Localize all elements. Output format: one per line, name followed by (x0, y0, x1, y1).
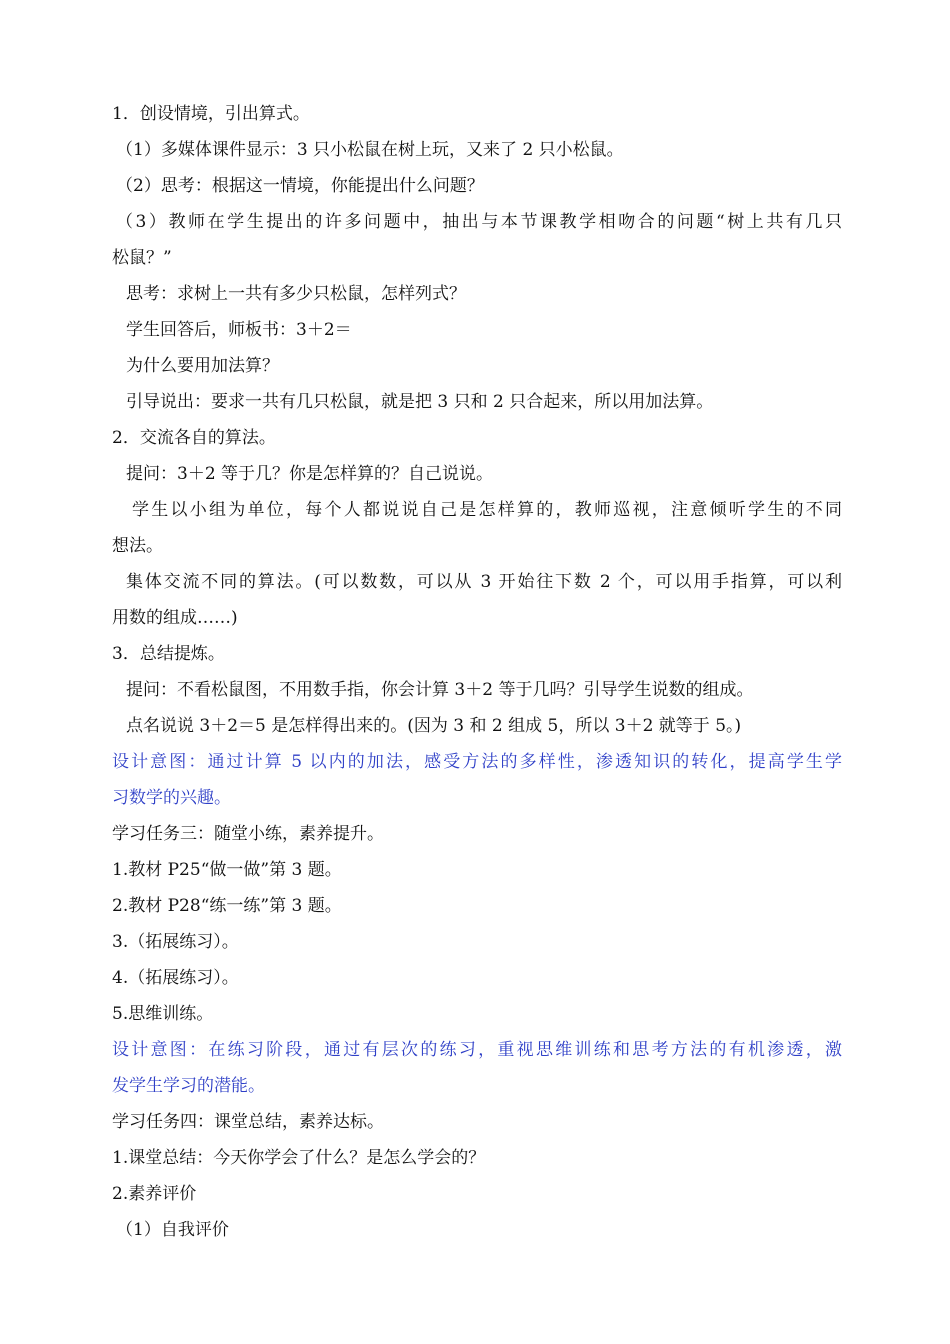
text-line: 5.思维训练。 (112, 1004, 214, 1024)
text-line: 学生以小组为单位，每个人都说说自己是怎样算的，教师巡视，注意倾听学生的不同 (132, 500, 842, 520)
text-line: 2．交流各自的算法。 (112, 428, 276, 448)
text-line: 4.（拓展练习）。 (112, 968, 239, 988)
text-line: （1）多媒体课件显示：3 只小松鼠在树上玩，又来了 2 只小松鼠。 (116, 140, 624, 160)
text-line: 提问：3＋2 等于几？你是怎样算的？自己说说。 (126, 464, 494, 484)
text-line: （3）教师在学生提出的许多问题中，抽出与本节课教学相吻合的问题“树上共有几只 (116, 212, 842, 232)
text-line: 2.教材 P28“练一练”第 3 题。 (112, 896, 342, 916)
text-line: 1.教材 P25“做一做”第 3 题。 (112, 860, 342, 880)
text-line: 为什么要用加法算？ (126, 356, 279, 376)
text-line: 3．总结提炼。 (112, 644, 225, 664)
text-line: 思考：求树上一共有多少只松鼠，怎样列式？ (126, 284, 466, 304)
text-line: 点名说说 3＋2＝5 是怎样得出来的。(因为 3 和 2 组成 5，所以 3＋2 就等于 5。) (126, 716, 742, 736)
text-line: 1．创设情境，引出算式。 (112, 104, 310, 124)
text-line: 引导说出：要求一共有几只松鼠，就是把 3 只和 2 只合起来，所以用加法算。 (126, 392, 714, 412)
text-line: 3.（拓展练习）。 (112, 932, 239, 952)
text-line: 松鼠？” (112, 248, 172, 268)
text-line: 1.课堂总结：今天你学会了什么？是怎么学会的？ (112, 1148, 486, 1168)
document-page (112, 96, 842, 1248)
text-line: 学习任务四：课堂总结，素养达标。 (112, 1112, 384, 1132)
design-intent-line: 习数学的兴趣。 (112, 788, 231, 808)
text-line: （1）自我评价 (116, 1220, 229, 1240)
text-line: 用数的组成……) (112, 608, 238, 628)
text-line: 集体交流不同的算法。(可以数数，可以从 3 开始往下数 2 个，可以用手指算，可以利 (126, 572, 842, 592)
design-intent-line: 设计意图：在练习阶段，通过有层次的练习，重视思维训练和思考方法的有机渗透，激 (112, 1040, 842, 1060)
text-line: 学习任务三：随堂小练，素养提升。 (112, 824, 384, 844)
text-line: 学生回答后，师板书：3＋2＝ (126, 320, 352, 340)
design-intent-line: 发学生学习的潜能。 (112, 1076, 265, 1096)
text-line: 2.素养评价 (112, 1184, 197, 1204)
design-intent-line: 设计意图：通过计算 5 以内的加法，感受方法的多样性，渗透知识的转化，提高学生学 (112, 752, 842, 772)
text-line: （2）思考：根据这一情境，你能提出什么问题？ (116, 176, 484, 196)
text-line: 想法。 (112, 536, 163, 556)
text-line: 提问：不看松鼠图，不用数手指，你会计算 3＋2 等于几吗？引导学生说数的组成。 (126, 680, 754, 700)
